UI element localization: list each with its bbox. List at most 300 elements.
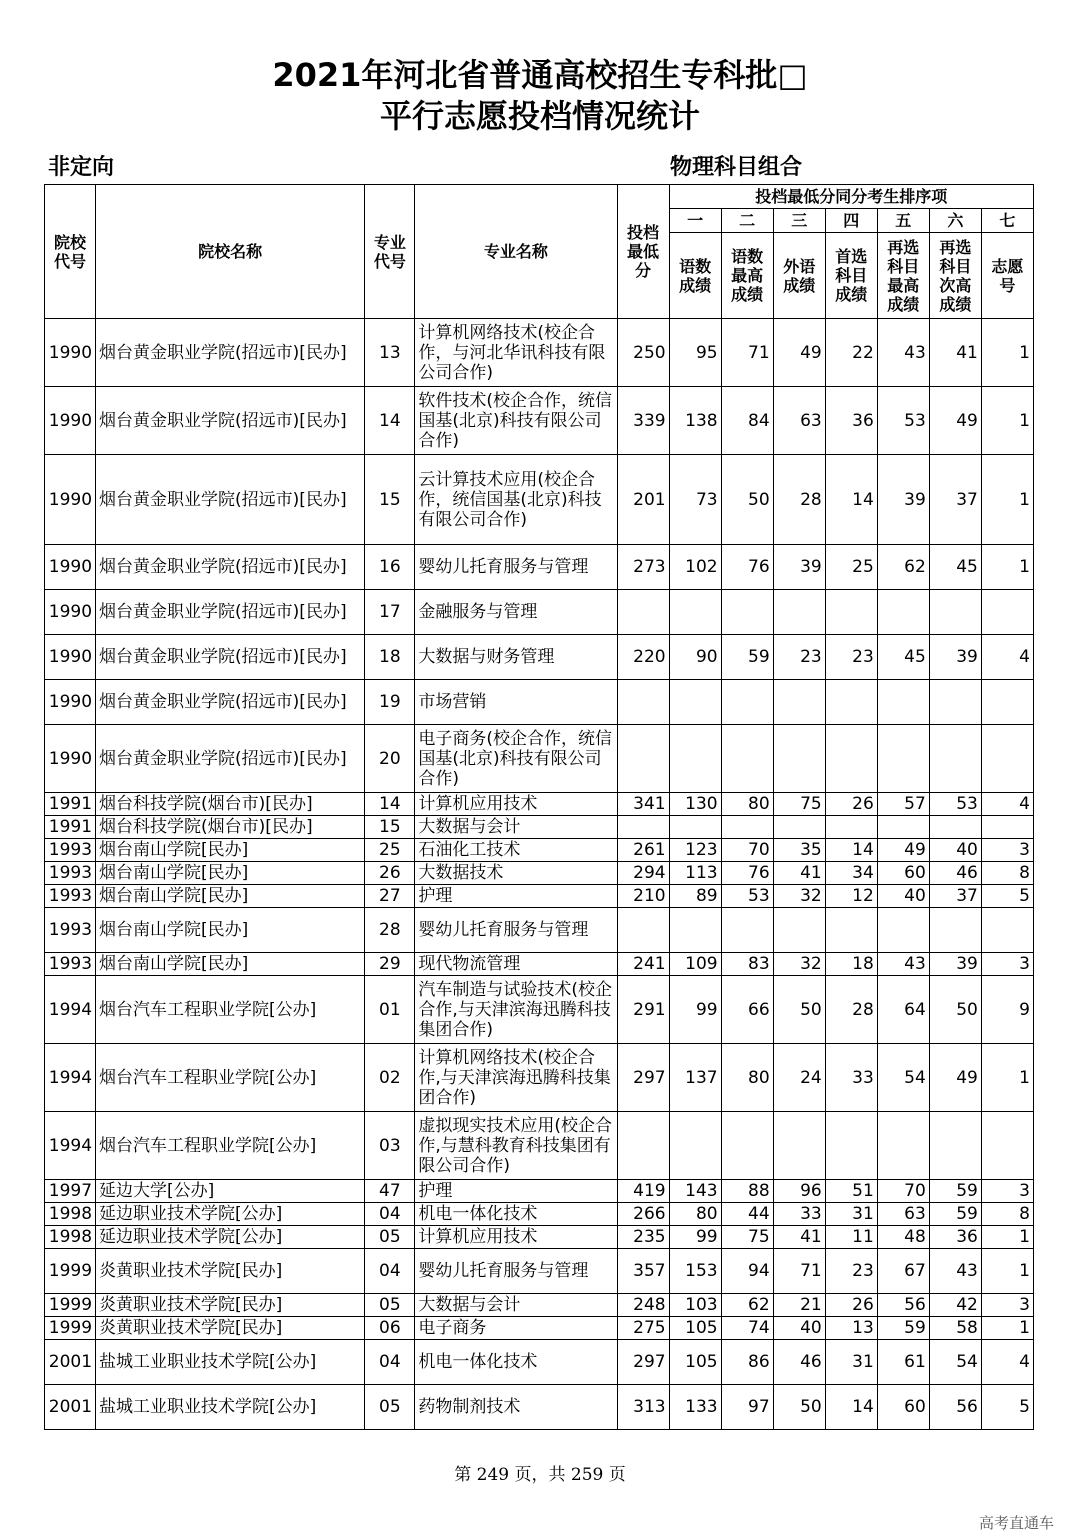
row-min-score bbox=[617, 1112, 669, 1180]
row-score-4: 28 bbox=[825, 976, 877, 1044]
row-score-3 bbox=[773, 908, 825, 953]
row-score-1: 153 bbox=[669, 1249, 721, 1294]
row-score-4 bbox=[825, 680, 877, 725]
row-score-6 bbox=[929, 816, 981, 839]
table-row bbox=[45, 976, 1034, 1044]
row-score-5: 59 bbox=[877, 1317, 929, 1340]
header-min-score: 投档最低分 bbox=[617, 185, 669, 319]
row-major-code: 47 bbox=[365, 1180, 415, 1203]
row-school-name: 烟台南山学院[民办] bbox=[96, 953, 365, 976]
table-row bbox=[45, 885, 1034, 908]
row-score-5 bbox=[877, 1112, 929, 1180]
row-score-4 bbox=[825, 908, 877, 953]
row-school-name: 烟台黄金职业学院(招远市)[民办] bbox=[96, 387, 365, 455]
row-score-3: 96 bbox=[773, 1180, 825, 1203]
row-min-score: 250 bbox=[617, 319, 669, 387]
row-major-code: 19 bbox=[365, 680, 415, 725]
row-min-score bbox=[617, 908, 669, 953]
row-min-score bbox=[617, 725, 669, 793]
table-row bbox=[45, 839, 1034, 862]
row-major-name: 汽车制造与试验技术(校企合作,与天津滨海迅腾科技集团合作) bbox=[415, 976, 617, 1044]
row-score-1: 89 bbox=[669, 885, 721, 908]
row-major-name: 电子商务 bbox=[415, 1317, 617, 1340]
row-major-name: 婴幼儿托育服务与管理 bbox=[415, 545, 617, 590]
row-major-code: 28 bbox=[365, 908, 415, 953]
row-school-name: 烟台南山学院[民办] bbox=[96, 839, 365, 862]
row-score-1: 99 bbox=[669, 1226, 721, 1249]
row-major-name: 计算机网络技术(校企合作,与天津滨海迅腾科技集团合作) bbox=[415, 1044, 617, 1112]
row-score-5: 60 bbox=[877, 862, 929, 885]
row-school-name: 烟台黄金职业学院(招远市)[民办] bbox=[96, 455, 365, 545]
row-school-name: 烟台黄金职业学院(招远市)[民办] bbox=[96, 725, 365, 793]
row-min-score: 261 bbox=[617, 839, 669, 862]
row-min-score: 220 bbox=[617, 635, 669, 680]
row-score-2 bbox=[721, 1112, 773, 1180]
table-row bbox=[45, 1180, 1034, 1203]
row-major-code: 18 bbox=[365, 635, 415, 680]
row-major-code: 13 bbox=[365, 319, 415, 387]
header-order-1: 一 bbox=[669, 209, 721, 233]
row-score-3: 24 bbox=[773, 1044, 825, 1112]
row-score-5 bbox=[877, 590, 929, 635]
row-min-score: 341 bbox=[617, 793, 669, 816]
table-row bbox=[45, 1385, 1034, 1430]
row-school-name: 盐城工业职业技术学院[公办] bbox=[96, 1385, 365, 1430]
row-score-4: 13 bbox=[825, 1317, 877, 1340]
row-score-5 bbox=[877, 908, 929, 953]
header-order-7: 七 bbox=[981, 209, 1033, 233]
row-score-4: 18 bbox=[825, 953, 877, 976]
row-score-5: 40 bbox=[877, 885, 929, 908]
row-score-2: 71 bbox=[721, 319, 773, 387]
table-row bbox=[45, 1044, 1034, 1112]
row-school-name: 延边职业技术学院[公办] bbox=[96, 1226, 365, 1249]
row-min-score: 294 bbox=[617, 862, 669, 885]
row-school-name: 烟台黄金职业学院(招远市)[民办] bbox=[96, 590, 365, 635]
table-row bbox=[45, 908, 1034, 953]
row-school-code: 1993 bbox=[45, 839, 96, 862]
row-major-code: 15 bbox=[365, 816, 415, 839]
row-score-2: 84 bbox=[721, 387, 773, 455]
row-min-score: 313 bbox=[617, 1385, 669, 1430]
row-score-6: 43 bbox=[929, 1249, 981, 1294]
row-major-name: 大数据与财务管理 bbox=[415, 635, 617, 680]
row-score-3: 32 bbox=[773, 885, 825, 908]
row-min-score: 297 bbox=[617, 1044, 669, 1112]
row-major-code: 26 bbox=[365, 862, 415, 885]
row-school-code: 1999 bbox=[45, 1249, 96, 1294]
row-score-1: 102 bbox=[669, 545, 721, 590]
row-major-code: 27 bbox=[365, 885, 415, 908]
row-score-4: 14 bbox=[825, 455, 877, 545]
table-row bbox=[45, 545, 1034, 590]
row-score-1: 143 bbox=[669, 1180, 721, 1203]
row-school-code: 1990 bbox=[45, 725, 96, 793]
row-score-1: 137 bbox=[669, 1044, 721, 1112]
row-major-code: 05 bbox=[365, 1385, 415, 1430]
row-score-1 bbox=[669, 1112, 721, 1180]
row-score-7: 3 bbox=[981, 953, 1033, 976]
row-score-3: 75 bbox=[773, 793, 825, 816]
row-score-7: 1 bbox=[981, 387, 1033, 455]
row-score-5: 43 bbox=[877, 953, 929, 976]
row-score-3 bbox=[773, 816, 825, 839]
row-school-code: 1990 bbox=[45, 319, 96, 387]
row-score-1 bbox=[669, 725, 721, 793]
row-score-6: 49 bbox=[929, 1044, 981, 1112]
row-score-5: 39 bbox=[877, 455, 929, 545]
row-score-6: 39 bbox=[929, 953, 981, 976]
row-major-code: 05 bbox=[365, 1294, 415, 1317]
row-score-2: 70 bbox=[721, 839, 773, 862]
row-score-2 bbox=[721, 816, 773, 839]
row-score-7: 3 bbox=[981, 839, 1033, 862]
row-major-name: 计算机网络技术(校企合作，与河北华讯科技有限公司合作) bbox=[415, 319, 617, 387]
row-score-4: 34 bbox=[825, 862, 877, 885]
row-score-6: 39 bbox=[929, 635, 981, 680]
row-major-name: 婴幼儿托育服务与管理 bbox=[415, 908, 617, 953]
row-major-code: 14 bbox=[365, 387, 415, 455]
row-major-code: 01 bbox=[365, 976, 415, 1044]
table-body bbox=[45, 319, 1034, 1430]
row-score-6: 49 bbox=[929, 387, 981, 455]
row-school-name: 烟台黄金职业学院(招远市)[民办] bbox=[96, 319, 365, 387]
row-score-5: 49 bbox=[877, 839, 929, 862]
row-min-score: 266 bbox=[617, 1203, 669, 1226]
row-school-name: 延边职业技术学院[公办] bbox=[96, 1203, 365, 1226]
row-major-name: 大数据与会计 bbox=[415, 1294, 617, 1317]
header-item-3: 外语成绩 bbox=[773, 233, 825, 319]
row-school-code: 1999 bbox=[45, 1317, 96, 1340]
row-school-code: 1999 bbox=[45, 1294, 96, 1317]
row-score-7: 4 bbox=[981, 793, 1033, 816]
row-score-6: 36 bbox=[929, 1226, 981, 1249]
row-score-5: 61 bbox=[877, 1340, 929, 1385]
row-score-5: 60 bbox=[877, 1385, 929, 1430]
table-row bbox=[45, 1112, 1034, 1180]
row-score-3 bbox=[773, 590, 825, 635]
header-school-code: 院校代号 bbox=[45, 185, 96, 319]
row-score-2: 50 bbox=[721, 455, 773, 545]
row-score-2: 44 bbox=[721, 1203, 773, 1226]
row-min-score: 275 bbox=[617, 1317, 669, 1340]
row-score-3: 28 bbox=[773, 455, 825, 545]
header-item-7: 志愿号 bbox=[981, 233, 1033, 319]
row-major-name: 大数据与会计 bbox=[415, 816, 617, 839]
row-score-3: 21 bbox=[773, 1294, 825, 1317]
row-major-name: 云计算技术应用(校企合作，统信国基(北京)科技有限公司合作) bbox=[415, 455, 617, 545]
row-score-5: 63 bbox=[877, 1203, 929, 1226]
row-score-3 bbox=[773, 1112, 825, 1180]
row-score-7: 1 bbox=[981, 1044, 1033, 1112]
row-score-1: 130 bbox=[669, 793, 721, 816]
row-min-score bbox=[617, 590, 669, 635]
row-score-3 bbox=[773, 725, 825, 793]
row-score-2: 83 bbox=[721, 953, 773, 976]
row-school-name: 烟台科技学院(烟台市)[民办] bbox=[96, 793, 365, 816]
row-school-name: 烟台南山学院[民办] bbox=[96, 862, 365, 885]
row-min-score: 273 bbox=[617, 545, 669, 590]
row-major-code: 05 bbox=[365, 1226, 415, 1249]
row-major-name: 电子商务(校企合作，统信国基(北京)科技有限公司合作) bbox=[415, 725, 617, 793]
row-score-4 bbox=[825, 816, 877, 839]
row-score-7: 5 bbox=[981, 885, 1033, 908]
row-score-3: 46 bbox=[773, 1340, 825, 1385]
row-score-7 bbox=[981, 816, 1033, 839]
row-score-3: 23 bbox=[773, 635, 825, 680]
row-school-name: 炎黄职业技术学院[民办] bbox=[96, 1249, 365, 1294]
row-score-6: 46 bbox=[929, 862, 981, 885]
row-score-7: 5 bbox=[981, 1385, 1033, 1430]
row-score-3 bbox=[773, 680, 825, 725]
row-score-4: 12 bbox=[825, 885, 877, 908]
header-major-code: 专业代号 bbox=[365, 185, 415, 319]
row-score-2: 94 bbox=[721, 1249, 773, 1294]
row-score-3: 35 bbox=[773, 839, 825, 862]
row-school-code: 1998 bbox=[45, 1226, 96, 1249]
row-score-5: 57 bbox=[877, 793, 929, 816]
row-score-1: 133 bbox=[669, 1385, 721, 1430]
row-score-4: 26 bbox=[825, 793, 877, 816]
row-score-5: 53 bbox=[877, 387, 929, 455]
row-score-5: 56 bbox=[877, 1294, 929, 1317]
row-score-7 bbox=[981, 680, 1033, 725]
row-score-3: 71 bbox=[773, 1249, 825, 1294]
row-school-name: 盐城工业职业技术学院[公办] bbox=[96, 1340, 365, 1385]
row-score-4: 51 bbox=[825, 1180, 877, 1203]
row-school-code: 1993 bbox=[45, 908, 96, 953]
row-score-6: 50 bbox=[929, 976, 981, 1044]
row-major-code: 14 bbox=[365, 793, 415, 816]
row-major-name: 大数据技术 bbox=[415, 862, 617, 885]
row-score-6: 40 bbox=[929, 839, 981, 862]
header-school-name: 院校名称 bbox=[96, 185, 365, 319]
row-min-score: 248 bbox=[617, 1294, 669, 1317]
page-title-line-1: 2021年河北省普通高校招生专科批□ bbox=[272, 56, 808, 94]
row-school-code: 1990 bbox=[45, 545, 96, 590]
row-score-6: 37 bbox=[929, 455, 981, 545]
row-score-6 bbox=[929, 908, 981, 953]
page-number: 第 249 页，共 259 页 bbox=[454, 1465, 626, 1485]
row-min-score: 201 bbox=[617, 455, 669, 545]
row-major-name: 机电一体化技术 bbox=[415, 1203, 617, 1226]
row-score-4: 25 bbox=[825, 545, 877, 590]
row-major-name: 计算机应用技术 bbox=[415, 793, 617, 816]
row-score-2: 88 bbox=[721, 1180, 773, 1203]
row-score-6 bbox=[929, 680, 981, 725]
row-major-name: 护理 bbox=[415, 885, 617, 908]
row-score-6: 53 bbox=[929, 793, 981, 816]
row-score-7 bbox=[981, 725, 1033, 793]
row-school-name: 烟台黄金职业学院(招远市)[民办] bbox=[96, 635, 365, 680]
row-major-code: 17 bbox=[365, 590, 415, 635]
row-score-7: 3 bbox=[981, 1294, 1033, 1317]
row-score-2: 97 bbox=[721, 1385, 773, 1430]
row-score-2: 62 bbox=[721, 1294, 773, 1317]
row-school-code: 1990 bbox=[45, 387, 96, 455]
row-score-1: 109 bbox=[669, 953, 721, 976]
row-major-name: 药物制剂技术 bbox=[415, 1385, 617, 1430]
row-school-code: 1997 bbox=[45, 1180, 96, 1203]
row-major-code: 06 bbox=[365, 1317, 415, 1340]
row-school-code: 1993 bbox=[45, 885, 96, 908]
row-score-6: 54 bbox=[929, 1340, 981, 1385]
row-major-code: 02 bbox=[365, 1044, 415, 1112]
table-row bbox=[45, 1226, 1034, 1249]
row-score-7: 8 bbox=[981, 1203, 1033, 1226]
table-row bbox=[45, 1249, 1034, 1294]
table-row bbox=[45, 680, 1034, 725]
row-score-5: 48 bbox=[877, 1226, 929, 1249]
row-min-score bbox=[617, 680, 669, 725]
row-score-7: 1 bbox=[981, 1249, 1033, 1294]
row-major-code: 04 bbox=[365, 1340, 415, 1385]
row-score-4: 31 bbox=[825, 1203, 877, 1226]
table-row bbox=[45, 1317, 1034, 1340]
row-score-5: 54 bbox=[877, 1044, 929, 1112]
row-score-4: 31 bbox=[825, 1340, 877, 1385]
row-major-name: 现代物流管理 bbox=[415, 953, 617, 976]
row-score-2 bbox=[721, 590, 773, 635]
row-score-3: 50 bbox=[773, 976, 825, 1044]
row-score-6 bbox=[929, 590, 981, 635]
row-school-name: 烟台南山学院[民办] bbox=[96, 908, 365, 953]
row-score-1: 105 bbox=[669, 1340, 721, 1385]
header-item-5: 再选科目最高成绩 bbox=[877, 233, 929, 319]
row-score-1: 90 bbox=[669, 635, 721, 680]
row-min-score: 357 bbox=[617, 1249, 669, 1294]
row-score-1: 80 bbox=[669, 1203, 721, 1226]
row-score-7: 1 bbox=[981, 319, 1033, 387]
row-score-7: 3 bbox=[981, 1180, 1033, 1203]
row-school-name: 烟台黄金职业学院(招远市)[民办] bbox=[96, 680, 365, 725]
row-score-5: 43 bbox=[877, 319, 929, 387]
row-score-1: 99 bbox=[669, 976, 721, 1044]
row-score-2: 75 bbox=[721, 1226, 773, 1249]
row-score-4: 22 bbox=[825, 319, 877, 387]
row-score-4: 14 bbox=[825, 839, 877, 862]
row-school-code: 1994 bbox=[45, 1112, 96, 1180]
row-score-2: 53 bbox=[721, 885, 773, 908]
table-row bbox=[45, 590, 1034, 635]
row-score-1: 103 bbox=[669, 1294, 721, 1317]
row-score-5 bbox=[877, 725, 929, 793]
row-score-5: 62 bbox=[877, 545, 929, 590]
header-major-name: 专业名称 bbox=[415, 185, 617, 319]
row-score-3: 32 bbox=[773, 953, 825, 976]
row-min-score: 419 bbox=[617, 1180, 669, 1203]
page-title-line-2: 平行志愿投档情况统计 bbox=[379, 97, 700, 135]
row-score-6: 58 bbox=[929, 1317, 981, 1340]
table-row bbox=[45, 1340, 1034, 1385]
header-item-2: 语数最高成绩 bbox=[721, 233, 773, 319]
row-major-code: 25 bbox=[365, 839, 415, 862]
row-school-name: 烟台汽车工程职业学院[公办] bbox=[96, 1044, 365, 1112]
row-score-1 bbox=[669, 590, 721, 635]
table-row bbox=[45, 725, 1034, 793]
row-score-2: 86 bbox=[721, 1340, 773, 1385]
row-score-6: 42 bbox=[929, 1294, 981, 1317]
row-school-code: 2001 bbox=[45, 1385, 96, 1430]
row-school-code: 1993 bbox=[45, 953, 96, 976]
row-major-code: 16 bbox=[365, 545, 415, 590]
row-major-code: 03 bbox=[365, 1112, 415, 1180]
row-major-code: 20 bbox=[365, 725, 415, 793]
row-score-1 bbox=[669, 680, 721, 725]
row-score-5: 45 bbox=[877, 635, 929, 680]
row-school-name: 烟台南山学院[民办] bbox=[96, 885, 365, 908]
table-row bbox=[45, 455, 1034, 545]
row-score-3: 40 bbox=[773, 1317, 825, 1340]
row-score-7 bbox=[981, 908, 1033, 953]
row-score-6: 41 bbox=[929, 319, 981, 387]
row-school-code: 1990 bbox=[45, 635, 96, 680]
row-score-7: 1 bbox=[981, 545, 1033, 590]
row-score-7: 4 bbox=[981, 635, 1033, 680]
row-major-name: 护理 bbox=[415, 1180, 617, 1203]
row-score-3: 39 bbox=[773, 545, 825, 590]
row-score-6: 45 bbox=[929, 545, 981, 590]
row-score-3: 50 bbox=[773, 1385, 825, 1430]
row-min-score: 339 bbox=[617, 387, 669, 455]
row-major-name: 计算机应用技术 bbox=[415, 1226, 617, 1249]
header-order-2: 二 bbox=[721, 209, 773, 233]
row-major-code: 04 bbox=[365, 1249, 415, 1294]
row-major-name: 虚拟现实技术应用(校企合作,与慧科教育科技集团有限公司合作) bbox=[415, 1112, 617, 1180]
row-score-1: 73 bbox=[669, 455, 721, 545]
subject-group-label: 物理科目组合 bbox=[670, 155, 803, 180]
table-row bbox=[45, 953, 1034, 976]
row-score-4: 11 bbox=[825, 1226, 877, 1249]
row-school-name: 烟台汽车工程职业学院[公办] bbox=[96, 976, 365, 1044]
table-row bbox=[45, 793, 1034, 816]
row-score-7: 4 bbox=[981, 1340, 1033, 1385]
header-item-4: 首选科目成绩 bbox=[825, 233, 877, 319]
row-score-6: 37 bbox=[929, 885, 981, 908]
row-score-1: 123 bbox=[669, 839, 721, 862]
row-major-name: 石油化工技术 bbox=[415, 839, 617, 862]
row-score-3: 33 bbox=[773, 1203, 825, 1226]
row-major-code: 29 bbox=[365, 953, 415, 976]
row-score-6 bbox=[929, 725, 981, 793]
row-score-6: 59 bbox=[929, 1180, 981, 1203]
row-school-name: 炎黄职业技术学院[民办] bbox=[96, 1317, 365, 1340]
row-score-1: 113 bbox=[669, 862, 721, 885]
row-score-4: 23 bbox=[825, 635, 877, 680]
row-min-score: 241 bbox=[617, 953, 669, 976]
row-major-name: 软件技术(校企合作，统信国基(北京)科技有限公司合作) bbox=[415, 387, 617, 455]
row-major-name: 金融服务与管理 bbox=[415, 590, 617, 635]
row-school-code: 1991 bbox=[45, 816, 96, 839]
row-min-score bbox=[617, 816, 669, 839]
header-order-6: 六 bbox=[929, 209, 981, 233]
row-major-name: 市场营销 bbox=[415, 680, 617, 725]
row-score-7: 1 bbox=[981, 1317, 1033, 1340]
header-order-3: 三 bbox=[773, 209, 825, 233]
row-score-5: 67 bbox=[877, 1249, 929, 1294]
row-score-1 bbox=[669, 816, 721, 839]
table-row bbox=[45, 635, 1034, 680]
row-score-6: 59 bbox=[929, 1203, 981, 1226]
table-row bbox=[45, 862, 1034, 885]
row-school-code: 1990 bbox=[45, 680, 96, 725]
row-score-4 bbox=[825, 1112, 877, 1180]
row-score-1: 138 bbox=[669, 387, 721, 455]
row-score-7: 1 bbox=[981, 455, 1033, 545]
row-school-code: 2001 bbox=[45, 1340, 96, 1385]
header-item-1: 语数成绩 bbox=[669, 233, 721, 319]
row-score-5: 64 bbox=[877, 976, 929, 1044]
